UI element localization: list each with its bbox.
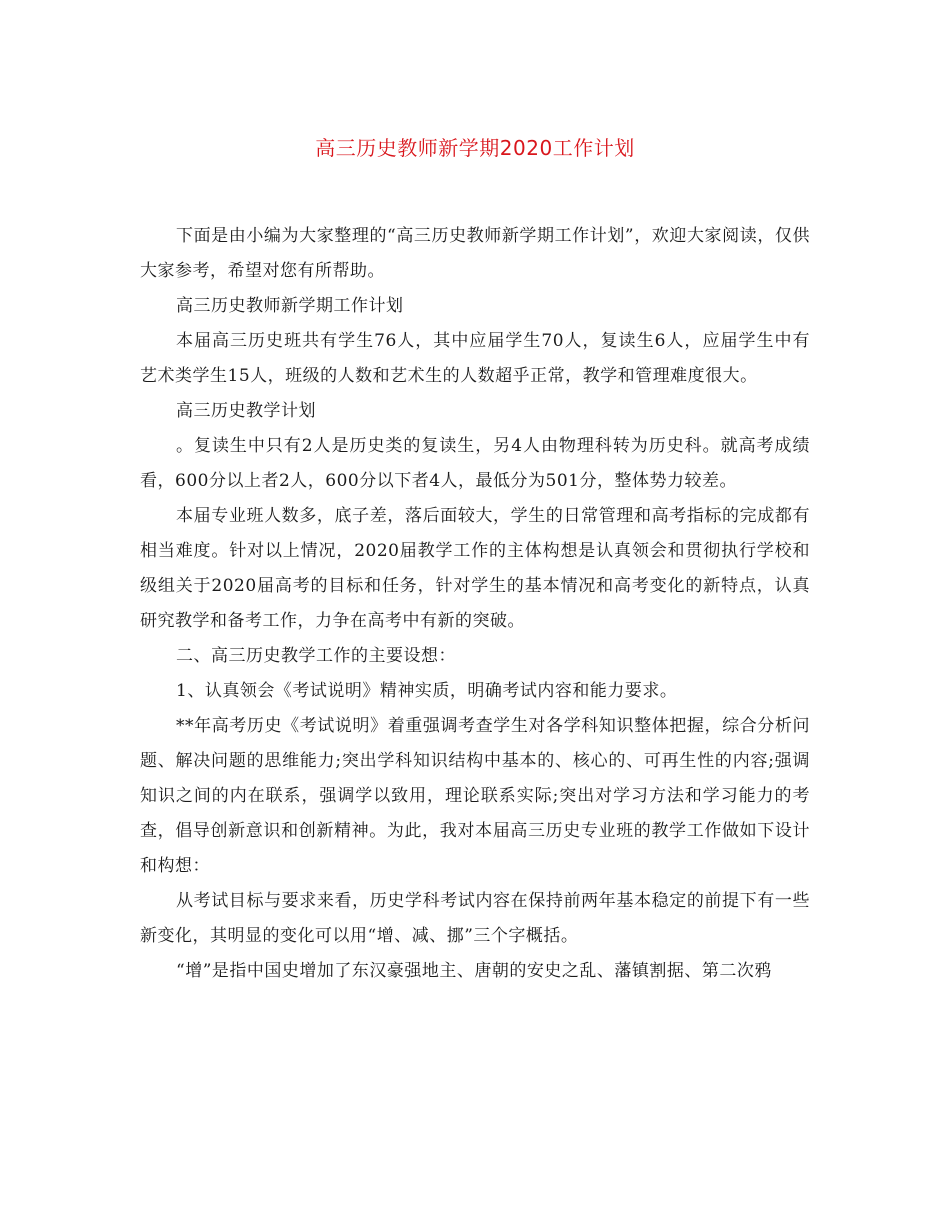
paragraph-heading-plan: 高三历史教师新学期工作计划 (176, 296, 404, 316)
paragraph-section-two: 二、高三历史教学工作的主要设想： (176, 646, 456, 666)
document-title: 高三历史教师新学期2020工作计划 (315, 136, 635, 160)
paragraph-class-info: 本届高三历史班共有学生76人，其中应届学生70人，复读生6人，应届学生中有艺术类学生15人，班级的人数和艺术生的人数超乎正常，教学和管理难度很大。 (140, 331, 810, 386)
paragraph-additions: “增”是指中国史增加了东汉豪强地主、唐朝的安史之乱、藩镇割据、第二次鸦 (176, 961, 772, 981)
paragraph-changes: 从考试目标与要求来看，历史学科考试内容在保持前两年基本稳定的前提下有一些新变化，其明显的变化可以用“增、减、挪”三个字概括。 (140, 891, 810, 946)
paragraph-heading-teaching-plan: 高三历史教学计划 (176, 401, 316, 421)
paragraph-exam-guide: **年高考历史《考试说明》着重强调考查学生对各学科知识整体把握，综合分析问题、解决问题的思维能力;突出学科知识结构中基本的、核心的、可再生性的内容;强调知识之间的内在联系，强调学以致用，理论联系实际;突出对学习方法和学习能力的考查，倡导创新意识和创新精神。为此，我对本届高三历史专业班的教学工作做如下设计和构想： (140, 716, 810, 876)
paragraph-item-one: 1、认真领会《考试说明》精神实质，明确考试内容和能力要求。 (176, 681, 678, 701)
paragraph-intro: 下面是由小编为大家整理的“高三历史教师新学期工作计划”，欢迎大家阅读，仅供大家参考，希望对您有所帮助。 (140, 226, 810, 281)
document-body (140, 219, 828, 989)
paragraph-repeat-students: 。复读生中只有2人是历史类的复读生，另4人由物理科转为历史科。就高考成绩看，600分以上者2人，600分以下者4人，最低分为501分，整体势力较差。 (140, 436, 810, 491)
paragraph-main-idea: 本届专业班人数多，底子差，落后面较大，学生的日常管理和高考指标的完成都有相当难度。针对以上情况，2020届教学工作的主体构想是认真领会和贯彻执行学校和级组关于2020届高考的目标和任务，针对学生的基本情况和高考变化的新特点，认真 研究教学和备考工作，力争在高考中有新的突破。 (140, 506, 828, 631)
